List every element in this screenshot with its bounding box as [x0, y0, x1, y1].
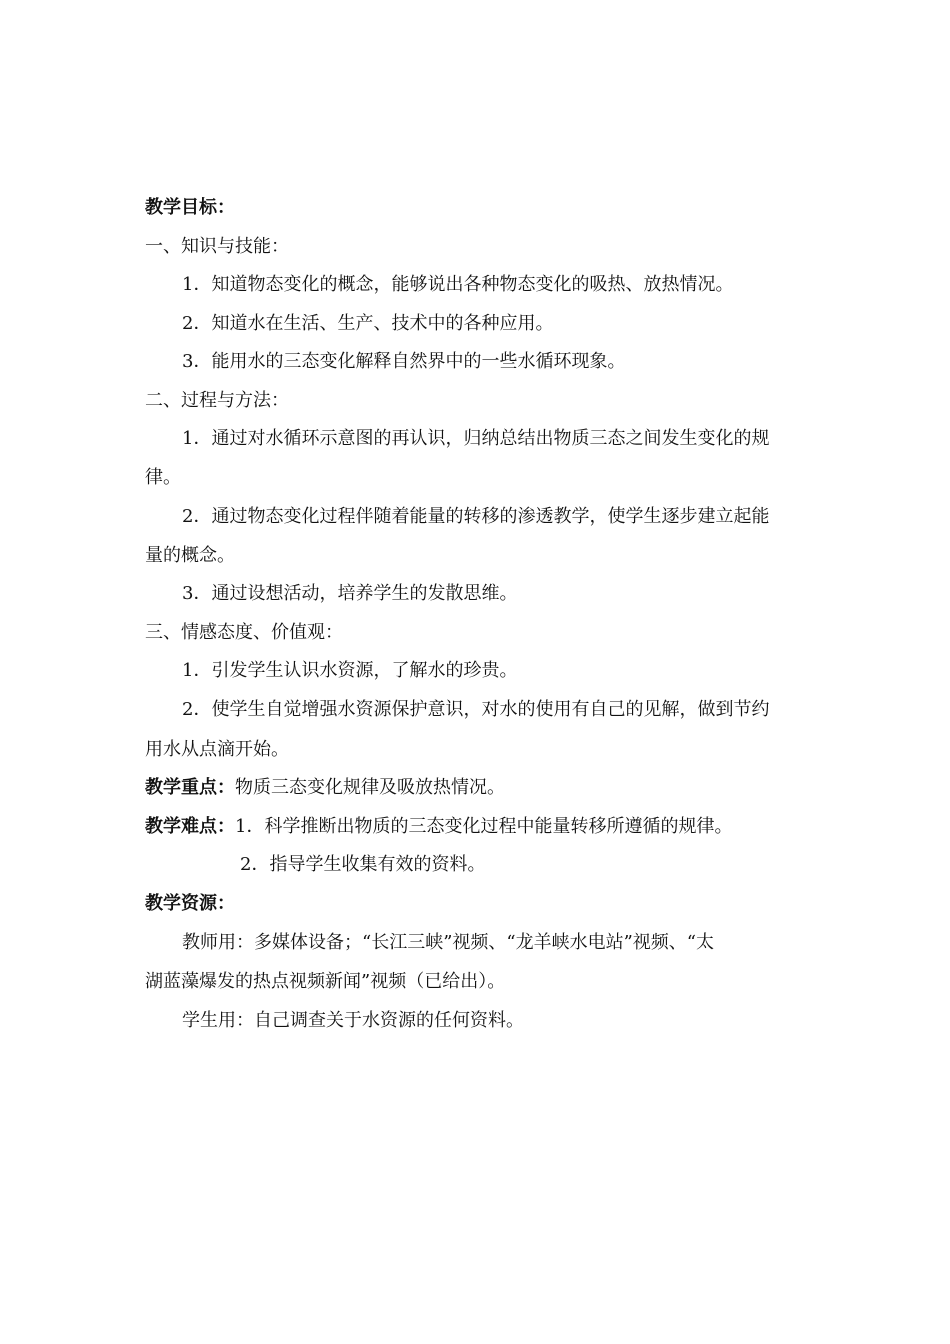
attitude-item-2-line-2: 用水从点滴开始。: [145, 739, 289, 760]
process-item-2-line-1: 2．通过物态变化过程伴随着能量的转移的渗透教学，使学生逐步建立起能: [182, 506, 770, 527]
resources-teacher-line-1: 教师用：多媒体设备；“长江三峡”视频、“龙羊峡水电站”视频、“太: [182, 932, 715, 953]
difficulty-item-1: 1．科学推断出物质的三态变化过程中能量转移所遵循的规律。: [235, 816, 733, 837]
difficulty-label: 教学难点：: [145, 816, 235, 837]
key-point-text: 物质三态变化规律及吸放热情况。: [235, 777, 505, 798]
section-process-title: 二、过程与方法：: [145, 390, 289, 411]
resources-student: 学生用：自己调查关于水资源的任何资料。: [182, 1010, 524, 1031]
key-point-label: 教学重点：: [145, 777, 235, 798]
process-item-1-line-2: 律。: [145, 467, 181, 488]
resources-heading: 教学资源：: [145, 893, 235, 914]
objectives-heading: 教学目标：: [145, 197, 235, 218]
process-item-1-line-1: 1．通过对水循环示意图的再认识，归纳总结出物质三态之间发生变化的规: [182, 428, 770, 449]
difficulty-item-2: 2．指导学生收集有效的资料。: [240, 854, 486, 875]
attitude-item-1: 1．引发学生认识水资源，了解水的珍贵。: [182, 660, 518, 681]
attitude-item-2-line-1: 2．使学生自觉增强水资源保护意识，对水的使用有自己的见解，做到节约: [182, 699, 770, 720]
knowledge-item-3: 3．能用水的三态变化解释自然界中的一些水循环现象。: [182, 351, 626, 372]
process-item-3: 3．通过设想活动，培养学生的发散思维。: [182, 583, 518, 604]
knowledge-item-1: 1．知道物态变化的概念，能够说出各种物态变化的吸热、放热情况。: [182, 274, 734, 295]
section-knowledge-title: 一、知识与技能：: [145, 236, 289, 257]
section-attitude-title: 三、情感态度、价值观：: [145, 622, 343, 643]
process-item-2-line-2: 量的概念。: [145, 545, 235, 566]
difficulty: [145, 816, 732, 838]
resources-teacher-line-2: 湖蓝藻爆发的热点视频新闻”视频（已给出）。: [145, 971, 506, 992]
knowledge-item-2: 2．知道水在生活、生产、技术中的各种应用。: [182, 313, 554, 334]
key-point: [145, 777, 505, 799]
